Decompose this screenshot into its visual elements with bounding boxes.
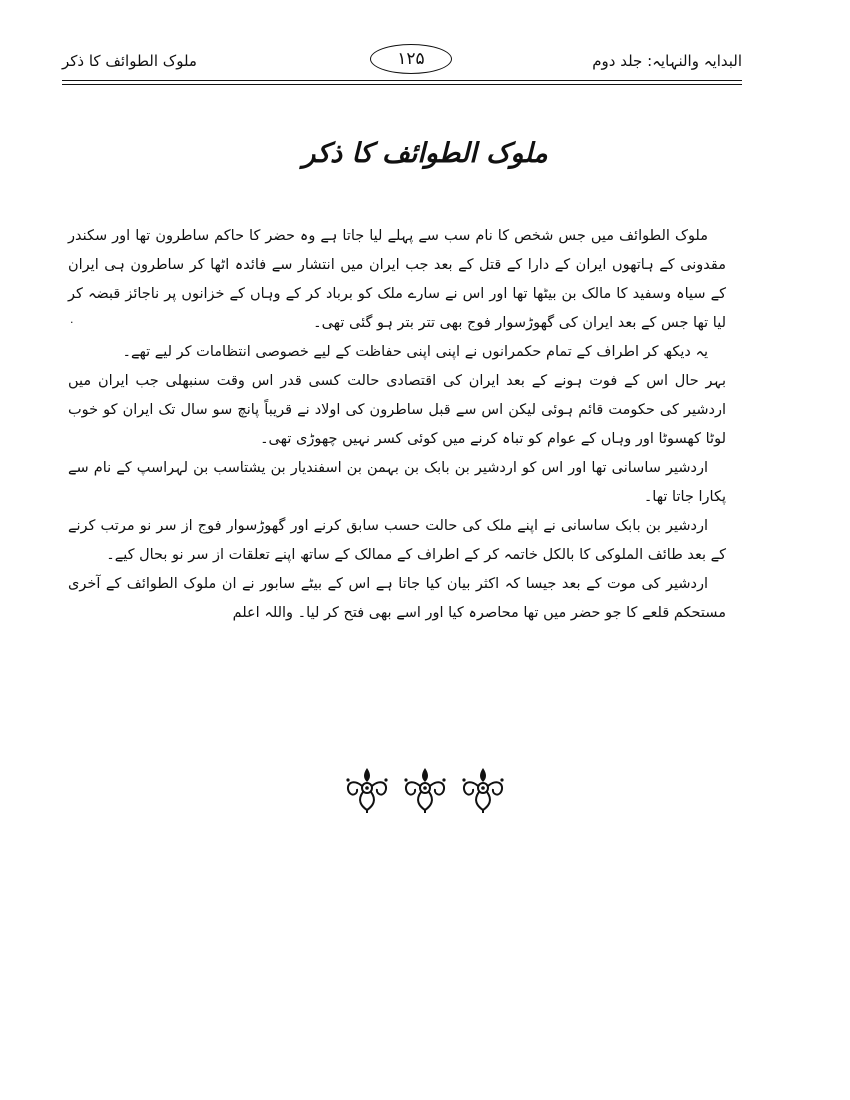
body-text bbox=[68, 222, 726, 628]
chapter-title: ملوک الطوائف کا ذکر bbox=[302, 138, 548, 169]
margin-mark: · bbox=[70, 316, 74, 329]
paragraph: اردشیر ساسانی تھا اور اس کو اردشیر بن بابک بن بہمن بن اسفندیار بن یشتاسب بن لہراسپ کے نام سے پکارا جاتا تھا۔ bbox=[68, 460, 726, 505]
paragraph: یہ دیکھ کر اطراف کے تمام حکمرانوں نے اپنی اپنی حفاظت کے لیے خصوصی انتظامات کر لیے تھے۔ bbox=[122, 344, 708, 360]
paragraph: اردشیر کی موت کے بعد جیسا کہ اکثر بیان کیا جاتا ہے اس کے بیٹے سابور نے ان ملوک الطوائف کے آخری مستحکم قلعے کا جو حضر میں تھا محاصرہ کیا اور اسے بھی فتح کر لیا۔ واللہ اعلم bbox=[68, 576, 726, 621]
running-header bbox=[62, 42, 742, 88]
header-rule bbox=[62, 80, 742, 81]
paragraph: اردشیر بن بابک ساسانی نے اپنے ملک کی حالت حسب سابق کرنے اور گھوڑسوار فوج از سر نو مرتب کرنے کے بعد طائف الملوکی کا بالکل خاتمہ کر کے اطراف کے ممالک کے ساتھ اپنے تعلقات از سر نو بحال کیے۔ bbox=[68, 518, 726, 563]
floral-ornament-icon bbox=[335, 764, 515, 814]
paragraph: بہر حال اس کے فوت ہونے کے بعد ایران کی اقتصادی حالت کسی قدر اس وقت سنبھلی جب ایران میں اردشیر کی حکومت قائم ہوئی لیکن اس سے قبل ساطرون کی اولاد نے قریباً پانچ سو سال تک ایران کو خوب لوٹا کھسوٹا اور وہاں کے عوام کو تباہ کرنے میں کوئی کسر نہیں چھوڑی تھی۔ bbox=[68, 373, 726, 447]
ornament-motif bbox=[346, 768, 387, 813]
ornament-motif bbox=[404, 768, 445, 813]
ornament-motif bbox=[462, 768, 503, 813]
running-title-right: البدایہ والنہایہ: جلد دوم bbox=[592, 52, 742, 70]
header-rule-thin bbox=[62, 84, 742, 85]
page-number: ۱۲۵ bbox=[370, 44, 452, 74]
paragraph: ملوک الطوائف میں جس شخص کا نام سب سے پہلے لیا جاتا ہے وہ حضر کا حاکم ساطرون تھا اور سکندر مقدونی کے ہاتھوں ایران کے دارا کے قتل کے بعد جب ایران میں انتشار سے فائدہ اٹھا کر ساطرون ہی ایران کے سیاہ وسفید کا مالک بن بیٹھا تھا اور اس نے سارے ملک کو برباد کر کے وہاں کے خزانوں پر ناجائز قبضہ کر لیا تھا جس کے بعد ایران کی گھوڑسوار فوج بھی تتر بتر ہو گئی تھی۔ bbox=[68, 228, 726, 331]
running-title-left: ملوک الطوائف کا ذکر bbox=[62, 52, 197, 70]
